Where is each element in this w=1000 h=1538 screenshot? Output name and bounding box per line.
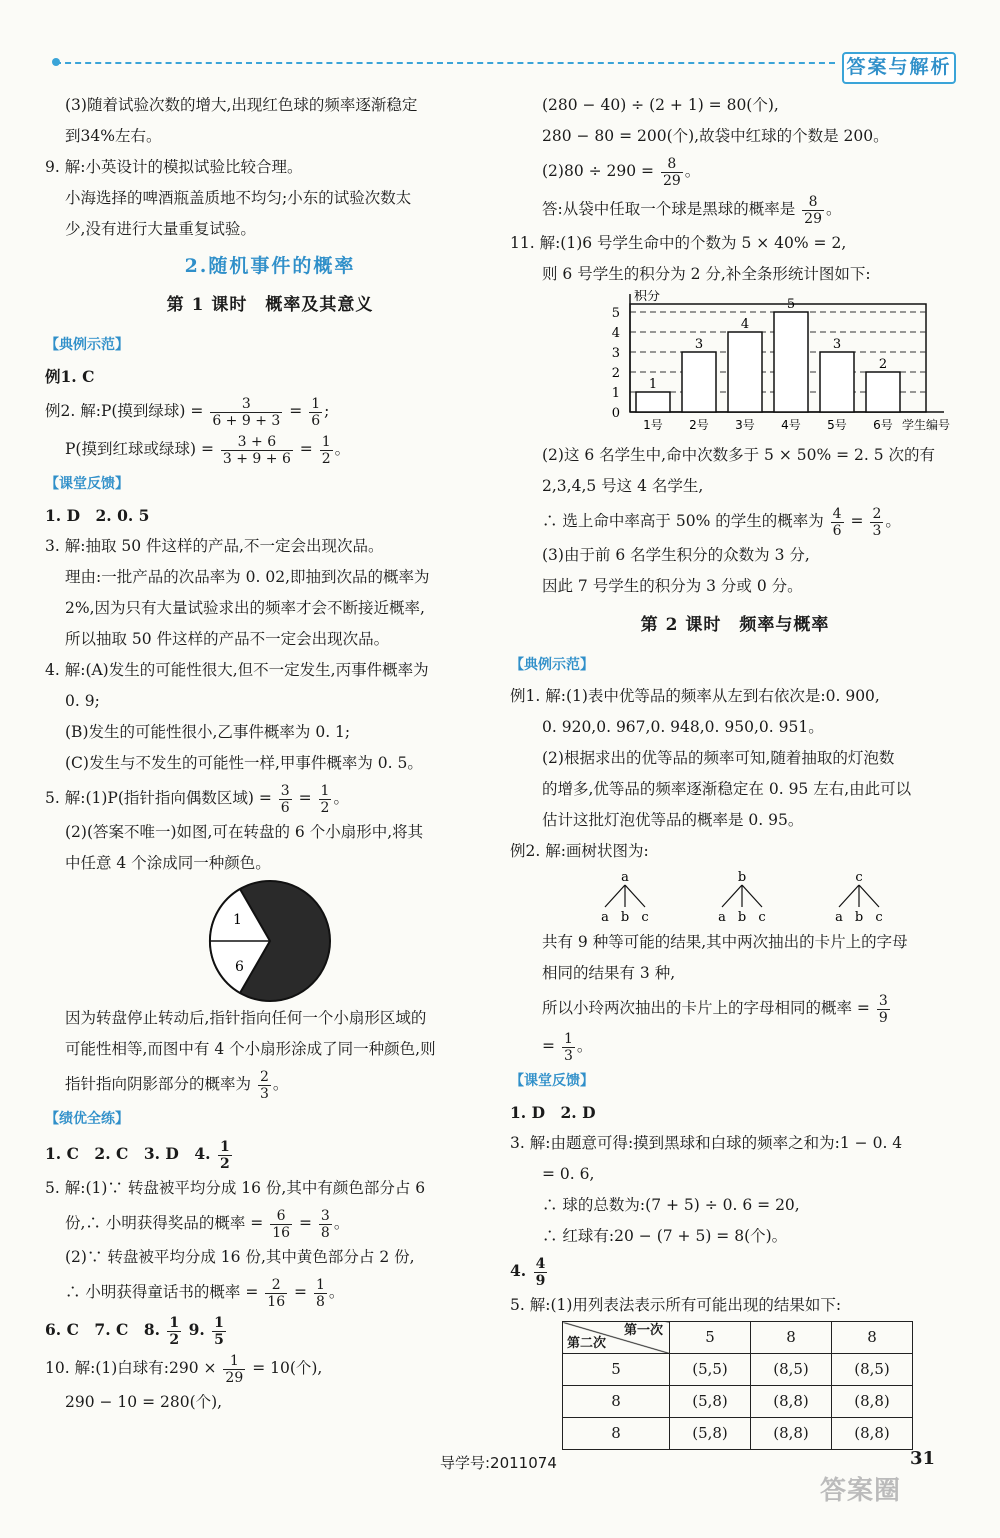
tree-branch (625, 885, 645, 907)
text-line: 少,没有进行大量重复试验。 (65, 220, 256, 238)
text-line: (2)这 6 名学生中,命中次数多于 5 × 50% = 2. 5 次的有 (542, 446, 936, 464)
tree-branch (859, 885, 879, 907)
text-line: ∴ 红球有:20 − (7 + 5) = 8(个)。 (542, 1227, 788, 1245)
tree-branch (742, 885, 762, 907)
text-line: 估计这批灯泡优等品的概率是 0. 95。 (542, 811, 804, 829)
lesson-title: 第 1 课时 概率及其意义 (166, 295, 374, 315)
header-rule (55, 62, 835, 64)
tree-leaf-node: b (737, 910, 747, 925)
text-line: 280 − 80 = 200(个),故袋中红球的个数是 200。 (542, 127, 889, 145)
formula-line: 5. 解:(1)P(指针指向偶数区域) = $\frac{3}{6}$ = $\frac{1}{2}$ 。 (45, 782, 349, 816)
text-line: 9. 解:小英设计的模拟试验比较合理。 (45, 158, 303, 176)
text-line: 的增多,优等品的频率逐渐稳定在 0. 95 左右,由此可以 (542, 780, 912, 798)
tree-leaf-node: a (601, 910, 609, 925)
table-col-header: 8 (832, 1322, 913, 1354)
table-row-header: 8 (563, 1386, 670, 1418)
x-tick-label: 5号 (827, 418, 847, 432)
table-corner-cell: 第一次 第二次 (563, 1322, 670, 1354)
text-line: 因为转盘停止转动后,指针指向任何一个小扇形区域的 (65, 1009, 427, 1027)
tree-leaf-node: c (758, 910, 766, 925)
bar (682, 352, 716, 412)
label-ketang: 【课堂反馈】 (510, 1073, 594, 1089)
tree-diagram (510, 867, 960, 927)
tree-branch (722, 885, 742, 907)
tree-leaf-node: c (875, 910, 883, 925)
text-line: 1. D 2. 0. 5 (45, 506, 150, 525)
x-tick-label: 6号 (873, 418, 893, 432)
text-line: 所以抽取 50 件这样的产品不一定会出现次品。 (65, 630, 390, 648)
table-col-header: 8 (751, 1322, 832, 1354)
text-line: = 0. 6, (542, 1165, 595, 1183)
formula-line: P(摸到红球或绿球) = $\frac{3 + 6}{3 + 9 + 6}$ = $\frac{1}{2}$ 。 (65, 433, 351, 467)
text-line: (3)随着试验次数的增大,出现红色球的频率逐渐稳定 (65, 96, 418, 114)
label-ketang: 【课堂反馈】 (45, 476, 129, 492)
tree-leaf-node: c (641, 910, 649, 925)
pie-label: 1 (233, 912, 242, 928)
text-line: (2)根据求出的优等品的频率可知,随着抽取的灯泡数 (542, 749, 895, 767)
y-tick-label: 4 (611, 326, 620, 341)
right-column (510, 90, 960, 1450)
text-line: 5. 解:(1)∵ 转盘被平均分成 16 份,其中有颜色部分占 6 (45, 1179, 426, 1197)
table-cell: (8,8) (751, 1418, 832, 1450)
formula-line: 份,∴ 小明获得奖品的概率 = $\frac{6}{16}$ = $\frac{3}{8}$ 。 (65, 1207, 350, 1241)
text-line: (280 − 40) ÷ (2 + 1) = 80(个), (542, 96, 779, 114)
formula-line: 答:从袋中任取一个球是黑球的概率是 $\frac{8}{29}$ 。 (542, 193, 842, 227)
formula-line: ∴ 选上命中率高于 50% 的学生的概率为 $\frac{4}{6}$ = $\frac{2}{3}$ 。 (542, 505, 901, 539)
pie-label: 6 (235, 959, 244, 975)
watermark: 答案圈 (820, 1476, 902, 1506)
y-tick-label: 3 (611, 346, 620, 361)
tree-branch (839, 885, 859, 907)
table-row (563, 1386, 913, 1418)
formula-line: (2)80 ÷ 290 = $\frac{8}{29}$ 。 (542, 155, 701, 189)
x-tick-label: 3号 (735, 418, 755, 432)
formula-line: 所以小玲两次抽出的卡片上的字母相同的概率 = $\frac{3}{9}$ (542, 992, 888, 1026)
y-tick-label: 1 (611, 386, 620, 401)
y-tick-label: 5 (611, 306, 620, 321)
label-dianli: 【典例示范】 (45, 337, 129, 353)
text-line: 到34%左右。 (65, 127, 162, 145)
tree-root-node: c (855, 870, 863, 885)
y-axis-label: 积分 (634, 290, 661, 304)
table-cell: (8,8) (832, 1386, 913, 1418)
x-tick-label: 1号 (643, 418, 663, 432)
text-line: 则 6 号学生的积分为 2 分,补全条形统计图如下: (542, 265, 871, 283)
bar (636, 392, 670, 412)
text-line: (C)发生与不发生的可能性一样,甲事件概率为 0. 5。 (65, 754, 423, 772)
formula-line: 指针指向阴影部分的概率为 $\frac{2}{3}$ 。 (65, 1068, 289, 1102)
text-line: 小海选择的啤酒瓶盖质地不均匀;小东的试验次数太 (65, 189, 412, 207)
text-line: 0. 920,0. 967,0. 948,0. 950,0. 951。 (542, 718, 824, 736)
formula-line: 1. C 2. C 3. D 4. $\frac{1}{2}$ (45, 1138, 230, 1172)
formula-line: 例2. 解:P(摸到绿球) = $\frac{3}{6 + 9 + 3}$ = $\frac{1}{6}$ ; (45, 395, 330, 429)
data-label: 3 (694, 337, 704, 352)
text-line: ∴ 球的总数为:(7 + 5) ÷ 0. 6 = 20, (542, 1196, 800, 1214)
tree-leaf-node: b (854, 910, 864, 925)
text-line: 2%,因为只有大量试验求出的频率才会不断接近概率, (65, 599, 425, 617)
result-table (562, 1321, 913, 1450)
text-line: 例1. 解:(1)表中优等品的频率从左到右依次是:0. 900, (510, 687, 880, 705)
tree-root-node: a (621, 870, 629, 885)
tree-branch (605, 885, 625, 907)
table-cell: (8,5) (832, 1354, 913, 1386)
y-tick-label: 0 (611, 406, 620, 421)
formula-line: 6. C 7. C 8. $\frac{1}{2}$ 9. $\frac{1}{5}$ (45, 1314, 224, 1348)
score-bar-chart (510, 290, 960, 440)
formula-line: 4. $\frac{4}{9}$ (510, 1255, 546, 1289)
label-jiyou: 【绩优全练】 (45, 1111, 129, 1127)
table-cell: (8,5) (751, 1354, 832, 1386)
formula-line: ∴ 小明获得童话书的概率 = $\frac{2}{16}$ = $\frac{1}{8}$ 。 (65, 1276, 345, 1310)
table-row-header: 5 (563, 1354, 670, 1386)
text-line: (2)(答案不唯一)如图,可在转盘的 6 个小扇形中,将其 (65, 823, 424, 841)
text-line: 共有 9 种等可能的结果,其中两次抽出的卡片上的字母 (542, 933, 908, 951)
text-line: 2,3,4,5 号这 4 名学生, (542, 477, 704, 495)
bar (774, 312, 808, 412)
table-cell: (8,8) (751, 1386, 832, 1418)
text-line: 290 − 10 = 280(个), (65, 1393, 223, 1411)
y-tick-label: 2 (611, 366, 620, 381)
x-tick-label: 4号 (781, 418, 801, 432)
bar (820, 352, 854, 412)
tree-leaf-node: a (718, 910, 726, 925)
table-row (563, 1354, 913, 1386)
text-line: 中任意 4 个涂成同一种颜色。 (65, 854, 271, 872)
text-line: 因此 7 号学生的积分为 3 分或 0 分。 (542, 577, 803, 595)
text-line: 可能性相等,而图中有 4 个小扇形涂成了同一种颜色,则 (65, 1040, 436, 1058)
text-line: (B)发生的可能性很小,乙事件概率为 0. 1; (65, 723, 351, 741)
table-cell: (5,8) (670, 1418, 751, 1450)
tree-root-node: b (737, 870, 747, 885)
text-line: 1. D 2. D (510, 1103, 596, 1122)
label-dianli: 【典例示范】 (510, 657, 594, 673)
lesson-title: 第 2 课时 频率与概率 (640, 615, 830, 635)
table-cell: (5,5) (670, 1354, 751, 1386)
x-axis-label: 学生编号 (902, 418, 951, 432)
text-line: 3. 解:由题意可得:摸到黑球和白球的频率之和为:1 − 0. 4 (510, 1134, 903, 1152)
table-cell: (5,8) (670, 1386, 751, 1418)
text-line: 例2. 解:画树状图为: (510, 842, 649, 860)
text-line: 理由:一批产品的次品率为 0. 02,即抽到次品的概率为 (65, 568, 430, 586)
text-line: (2)∵ 转盘被平均分成 16 份,其中黄色部分占 2 份, (65, 1248, 415, 1266)
data-label: 4 (740, 317, 750, 332)
tree-leaf-node: b (620, 910, 630, 925)
text-line: (3)由于前 6 名学生积分的众数为 3 分, (542, 546, 810, 564)
page-number: 31 (910, 1448, 936, 1469)
tree-leaf-node: a (835, 910, 843, 925)
table-row (563, 1418, 913, 1450)
data-label: 2 (878, 357, 888, 372)
text-line: 相同的结果有 3 种, (542, 964, 676, 982)
data-label: 1 (648, 377, 658, 392)
bar (728, 332, 762, 412)
data-label: 3 (832, 337, 842, 352)
formula-line: = $\frac{1}{3}$ 。 (542, 1030, 593, 1064)
bar (866, 372, 900, 412)
text-line: 4. 解:(A)发生的可能性很大,但不一定发生,丙事件概率为 (45, 661, 429, 679)
text-line: 0. 9; (65, 692, 100, 710)
text-line: 例1. C (45, 367, 95, 386)
table-header-row (563, 1322, 913, 1354)
spinner-pie-diagram (45, 879, 495, 1003)
x-tick-label: 2号 (689, 418, 709, 432)
table-row-header: 8 (563, 1418, 670, 1450)
data-label: 5 (786, 297, 796, 312)
text-line: 11. 解:(1)6 号学生命中的个数为 5 × 40% = 2, (510, 234, 847, 252)
header-tag: 答案与解析 (842, 52, 956, 84)
text-line: 3. 解:抽取 50 件这样的产品,不一定会出现次品。 (45, 537, 384, 555)
left-column (45, 90, 495, 1418)
guide-number: 导学号:2011074 (440, 1454, 557, 1472)
table-cell: (8,8) (832, 1418, 913, 1450)
formula-line: 10. 解:(1)白球有:290 × $\frac{1}{29}$ = 10(个), (45, 1352, 323, 1386)
table-col-header: 5 (670, 1322, 751, 1354)
section-title: 2.随机事件的概率 (184, 255, 356, 277)
text-line: 5. 解:(1)用列表法表示所有可能出现的结果如下: (510, 1296, 842, 1314)
